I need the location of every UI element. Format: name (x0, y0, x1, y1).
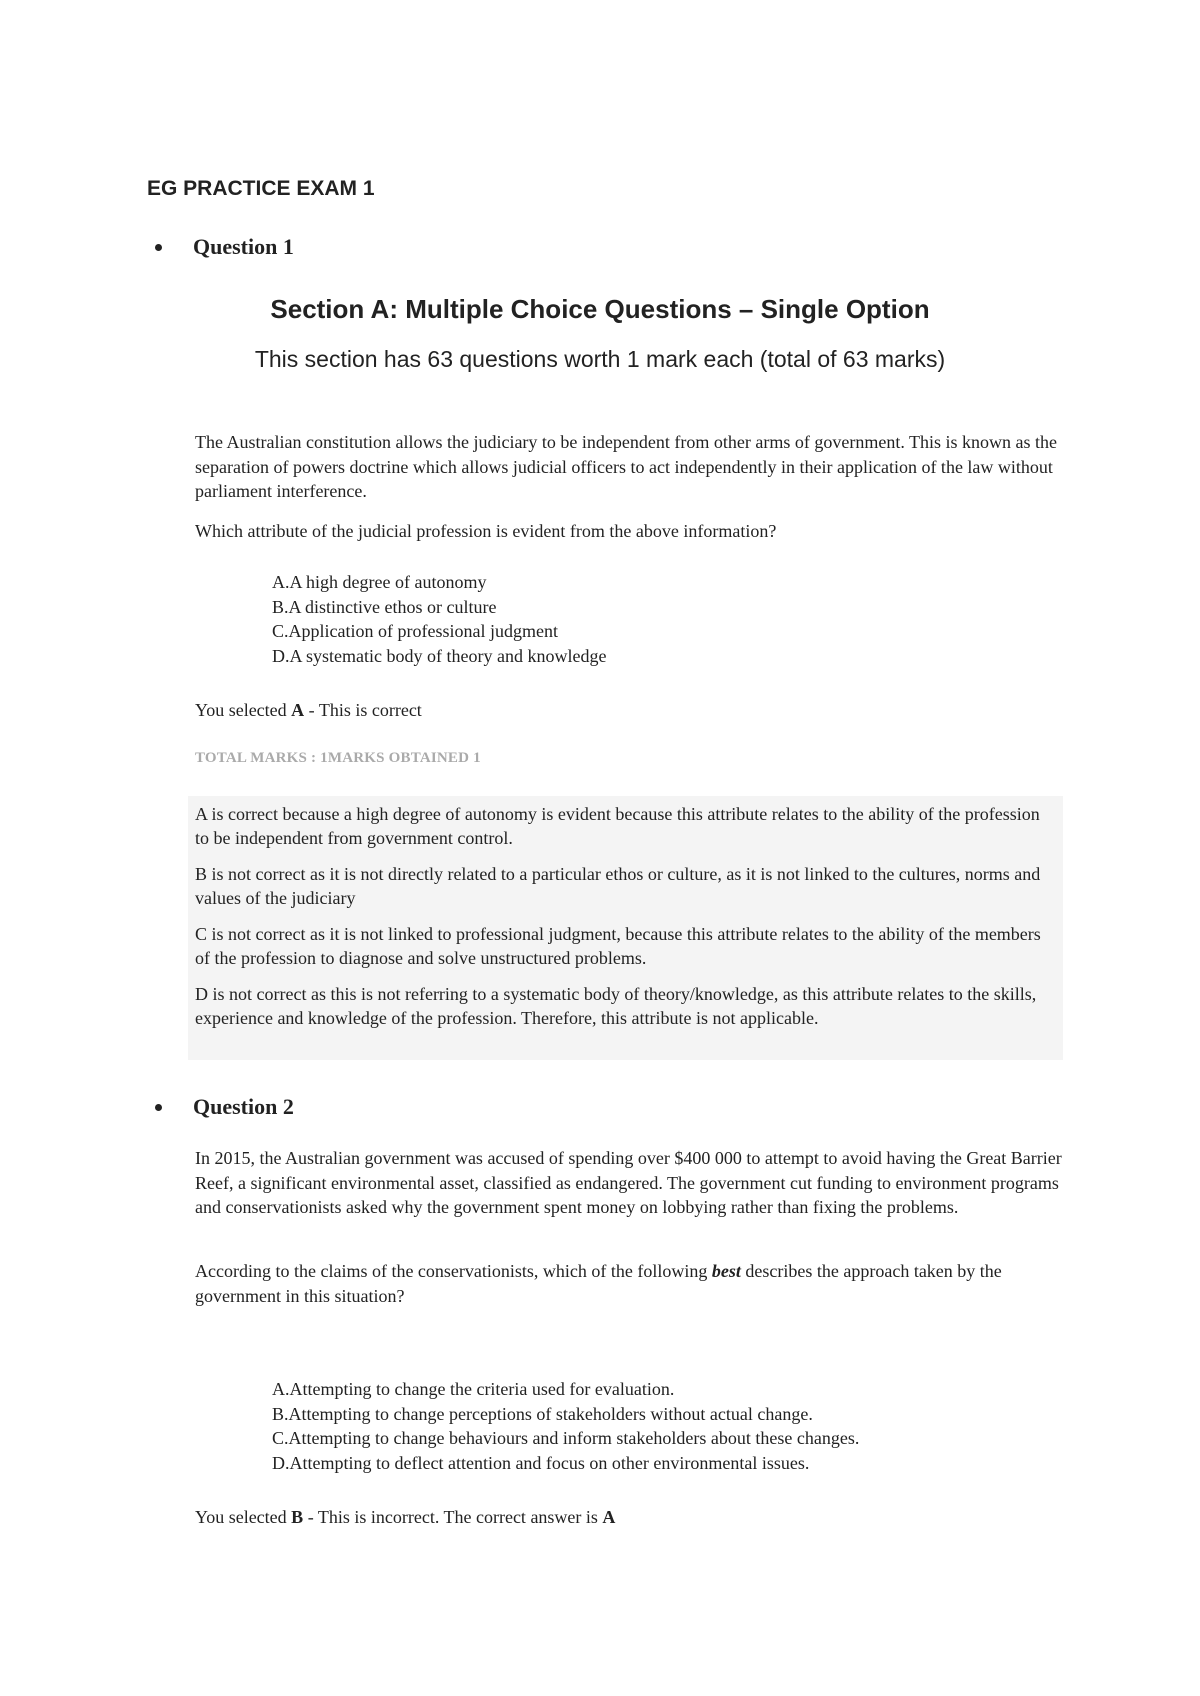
question-1-stem: The Australian constitution allows the judiciary to be independent from other arms of government. This is known as the separation of powers doctrine which allows judicial officers to act independently in their application of the law without parliament interference. (195, 432, 1057, 501)
result-prefix: You selected (195, 1507, 292, 1527)
option-d: D.Attempting to deflect attention and focus on other environmental issues. (272, 1452, 810, 1473)
question-1-options (272, 570, 1072, 668)
prompt-emphasis: best (711, 1261, 741, 1281)
feedback-d: D is not correct as this is not referring to a systematic body of theory/knowledge, as this attribute relates to the skills, experience and knowledge of the profession. Therefore, this attribute is not applicable. (195, 984, 1037, 1028)
question-1-heading (155, 234, 294, 260)
question-1-label: Question 1 (193, 234, 294, 259)
question-2-label: Question 2 (193, 1094, 294, 1119)
exam-title: EG PRACTICE EXAM 1 (147, 177, 375, 200)
total-marks: TOTAL MARKS : 1MARKS OBTAINED 1 (195, 750, 481, 766)
question-1-prompt: Which attribute of the judicial profession is evident from the above information? (195, 521, 777, 541)
question-2-heading (155, 1094, 294, 1120)
section-subtitle: This section has 63 questions worth 1 mark each (total of 63 marks) (254, 346, 946, 372)
question-2-stem: In 2015, the Australian government was accused of spending over $400 000 to attempt to avoid having the Great Barrier Reef, a significant environmental asset, classified as endangered. The government cut funding to environment programs and conservationists asked why the government spent money on lobbying rather than fixing the problems. (195, 1148, 1062, 1217)
selected-answer: A (291, 700, 305, 720)
feedback-b: B is not correct as it is not directly related to a particular ethos or culture, as it is not linked to the cultures, norms and values of the judiciary (195, 864, 1041, 908)
option-c: C.Application of professional judgment (272, 621, 558, 641)
section-title: Section A: Multiple Choice Questions – Single Option (270, 294, 930, 324)
feedback-panel (188, 796, 1063, 1060)
question-2-options (272, 1377, 1072, 1475)
question-2-result (195, 1505, 1065, 1530)
question-1-result (195, 698, 1065, 723)
option-b: B.Attempting to change perceptions of stakeholders without actual change. (272, 1403, 813, 1424)
bullet-icon (155, 244, 162, 251)
result-prefix: You selected (195, 700, 292, 720)
option-a: A.Attempting to change the criteria used for evaluation. (272, 1379, 675, 1399)
correct-answer: A (602, 1507, 616, 1527)
result-verdict: - This is correct (304, 700, 422, 720)
result-verdict: - This is incorrect. The correct answer is (303, 1507, 603, 1527)
bullet-icon (155, 1104, 162, 1111)
feedback-c: C is not correct as it is not linked to professional judgment, because this attribute relates to the ability of the members of the profession to diagnose and solve unstructured problems. (195, 924, 1041, 968)
selected-answer: B (291, 1507, 304, 1527)
question-2-prompt (195, 1259, 1065, 1308)
option-a: A.A high degree of autonomy (272, 572, 487, 592)
option-c: C.Attempting to change behaviours and inform stakeholders about these changes. (272, 1428, 860, 1448)
prompt-text-end: describes the approach taken by the government in this situation? (195, 1261, 1002, 1306)
prompt-text: According to the claims of the conservationists, which of the following (195, 1261, 712, 1281)
option-b: B.A distinctive ethos or culture (272, 596, 497, 617)
option-d: D.A systematic body of theory and knowledge (272, 645, 607, 666)
feedback-a: A is correct because a high degree of autonomy is evident because this attribute relates to the ability of the profession to be independent from government control. (195, 804, 1040, 848)
